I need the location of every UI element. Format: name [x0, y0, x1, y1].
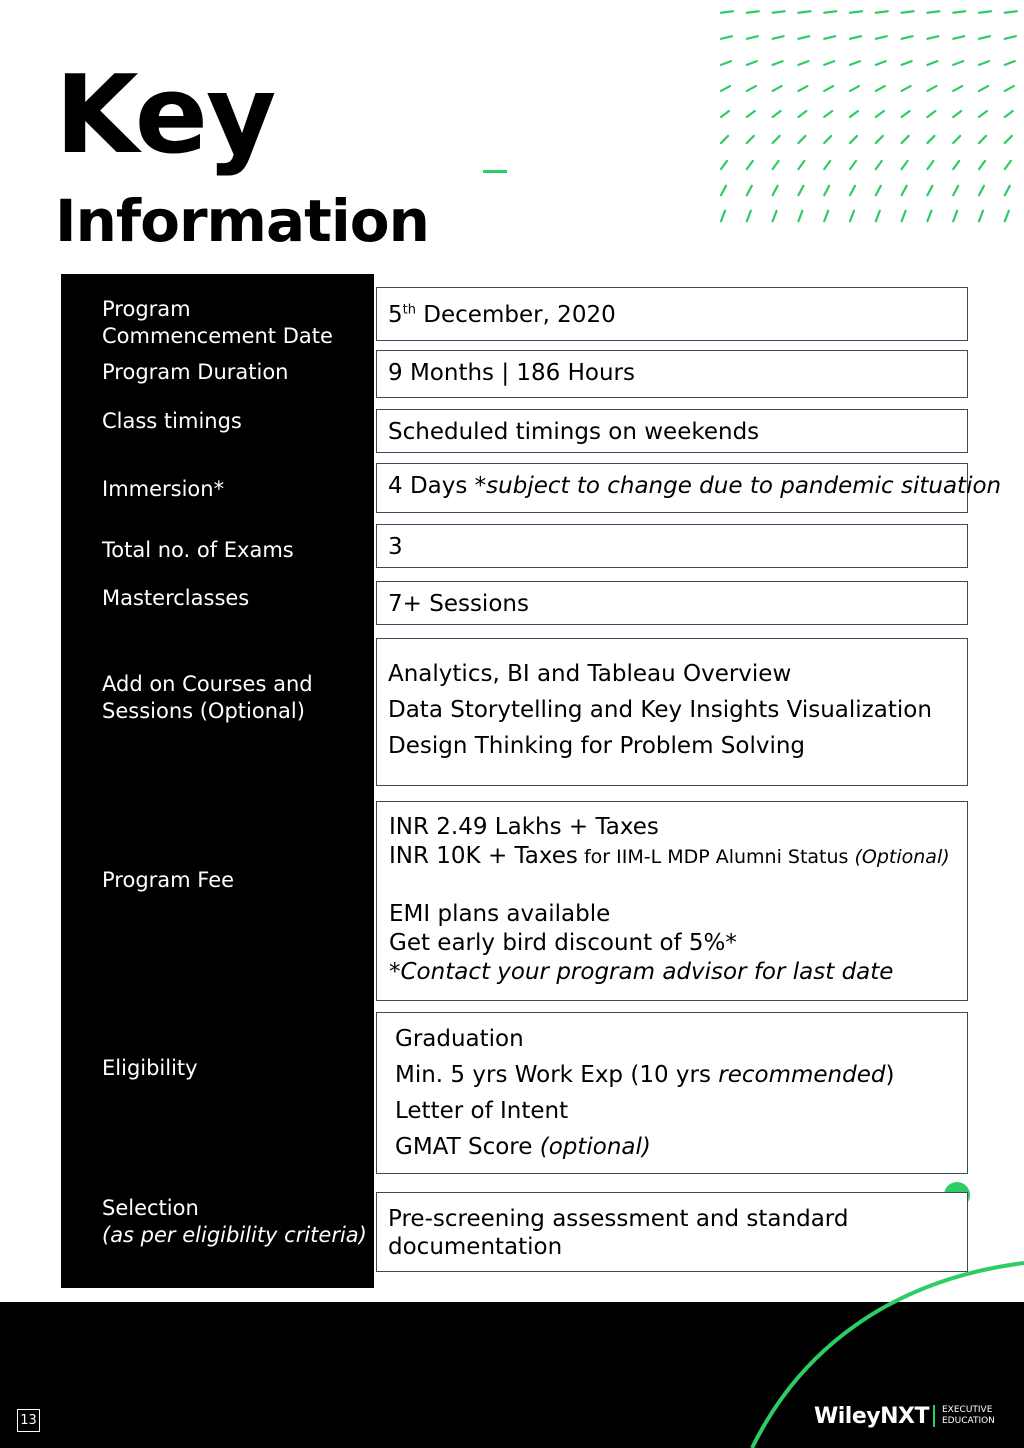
- dash-mark: [773, 36, 784, 39]
- dash-mark: [824, 111, 832, 117]
- brand-divider: [933, 1405, 935, 1427]
- dash-mark: [850, 211, 854, 222]
- dash-mark: [850, 36, 861, 39]
- value-box-class-timings: [376, 409, 968, 453]
- dash-mark: [721, 86, 730, 91]
- value-box-commencement: [376, 287, 968, 341]
- list-item: Data Storytelling and Key Insights Visualization: [388, 697, 932, 723]
- list-item: Min. 5 yrs Work Exp (10 yrs recommended): [395, 1062, 895, 1088]
- value-commencement: 5th December, 2020: [388, 302, 616, 328]
- dash-mark: [824, 186, 829, 195]
- dash-mark: [721, 36, 732, 39]
- dash-mark: [927, 211, 931, 222]
- dash-mark: [773, 211, 777, 222]
- dash-mark: [1005, 111, 1013, 117]
- fee-line-2: INR 10K + Taxes for IIM-L MDP Alumni Status (Optional): [389, 843, 950, 869]
- dash-mark: [773, 86, 782, 91]
- page-number: 13: [17, 1409, 40, 1432]
- dash-mark: [721, 161, 727, 169]
- dash-mark: [850, 11, 862, 13]
- dash-mark: [773, 11, 785, 13]
- dash-mark: [798, 111, 806, 117]
- dash-mark: [927, 186, 932, 195]
- brand-subtitle: EXECUTIVE EDUCATION: [942, 1405, 995, 1426]
- list-item: Design Thinking for Problem Solving: [388, 733, 806, 759]
- fee-line-note: *Contact your program advisor for last date: [389, 959, 894, 985]
- page-title-key: Key: [55, 53, 275, 178]
- dash-mark: [773, 61, 783, 65]
- dash-mark: [850, 186, 855, 195]
- dash-mark: [953, 161, 959, 169]
- dash-mark: [979, 11, 991, 13]
- label-immersion: Immersion*: [102, 477, 225, 501]
- dash-mark: [850, 86, 859, 91]
- dash-mark: [850, 136, 857, 143]
- dash-mark: [773, 161, 779, 169]
- dash-mark: [747, 111, 755, 117]
- dash-mark: [850, 111, 858, 117]
- value-box-exams: [376, 524, 968, 568]
- dash-mark: [876, 86, 885, 91]
- dash-mark: [798, 136, 805, 143]
- dash-mark: [798, 161, 804, 169]
- dash-mark: [747, 136, 754, 143]
- value-class-timings: Scheduled timings on weekends: [388, 419, 760, 445]
- dash-mark: [824, 211, 828, 222]
- dash-mark: [979, 111, 987, 117]
- dash-mark: [979, 161, 985, 169]
- dash-mark: [1005, 11, 1017, 13]
- dash-mark: [953, 211, 957, 222]
- value-exams: 3: [388, 534, 403, 560]
- dash-mark: [953, 136, 960, 143]
- dash-mark: [824, 161, 830, 169]
- dash-mark: [953, 186, 958, 195]
- dash-mark: [927, 111, 935, 117]
- value-box-masterclasses: [376, 581, 968, 625]
- dash-mark: [876, 111, 884, 117]
- dash-mark: [927, 161, 933, 169]
- dash-mark: [824, 11, 836, 13]
- dash-mark: [747, 211, 751, 222]
- dash-mark: [876, 36, 887, 39]
- selection-line-2: documentation: [388, 1234, 563, 1260]
- label-class-timings: Class timings: [102, 409, 242, 433]
- dash-mark: [979, 61, 989, 65]
- dash-mark: [902, 36, 913, 39]
- dash-mark: [1005, 136, 1012, 143]
- label-selection: Selection (as per eligibility criteria): [102, 1196, 367, 1247]
- dash-mark: [721, 186, 726, 195]
- fee-line-emi: EMI plans available: [389, 901, 611, 927]
- decorative-dash-pattern: [715, 0, 1024, 240]
- dash-mark: [902, 211, 906, 222]
- dash-mark: [798, 211, 802, 222]
- label-exams: Total no. of Exams: [102, 538, 294, 562]
- label-eligibility: Eligibility: [102, 1056, 198, 1080]
- dash-mark: [773, 186, 778, 195]
- dash-mark: [1005, 211, 1009, 222]
- dash-mark: [824, 61, 834, 65]
- dash-mark: [747, 36, 758, 39]
- dash-mark: [876, 211, 880, 222]
- dash-mark: [979, 211, 983, 222]
- dash-mark: [902, 61, 912, 65]
- value-masterclasses: 7+ Sessions: [388, 591, 529, 617]
- selection-line-1: Pre-screening assessment and standard: [388, 1206, 849, 1232]
- dash-mark: [979, 86, 988, 91]
- dash-mark: [721, 61, 731, 65]
- page-title-information: Information: [55, 187, 429, 255]
- value-immersion: 4 Days *subject to change due to pandemic situation: [388, 473, 1002, 499]
- label-duration: Program Duration: [102, 360, 289, 384]
- dash-mark: [747, 86, 756, 91]
- dash-mark: [850, 61, 860, 65]
- dash-mark: [721, 111, 729, 117]
- dash-mark: [798, 61, 808, 65]
- fee-line-discount: Get early bird discount of 5%*: [389, 930, 737, 956]
- value-box-eligibility: [376, 1012, 968, 1174]
- dash-mark: [979, 136, 986, 143]
- dash-mark: [927, 86, 936, 91]
- fee-line-1: INR 2.49 Lakhs + Taxes: [389, 814, 659, 840]
- dash-mark: [798, 186, 803, 195]
- list-item: Analytics, BI and Tableau Overview: [388, 661, 792, 687]
- dash-mark: [927, 136, 934, 143]
- dash-mark: [953, 36, 964, 39]
- dash-mark: [979, 36, 990, 39]
- list-item: Letter of Intent: [395, 1098, 569, 1124]
- dash-mark: [721, 136, 728, 143]
- value-box-selection: [376, 1192, 968, 1272]
- dash-mark: [902, 86, 911, 91]
- dash-mark: [876, 186, 881, 195]
- dash-mark: [747, 61, 757, 65]
- dash-mark: [902, 186, 907, 195]
- dash-mark: [721, 211, 725, 222]
- dash-mark: [1005, 186, 1010, 195]
- dash-mark: [798, 86, 807, 91]
- dash-mark: [902, 136, 909, 143]
- dash-mark: [747, 11, 759, 13]
- dash-mark: [824, 136, 831, 143]
- value-box-program-fee: [376, 801, 968, 1001]
- dash-mark: [927, 11, 939, 13]
- value-box-add-on-courses: [376, 638, 968, 786]
- label-program-fee: Program Fee: [102, 868, 235, 892]
- accent-dash: [483, 170, 507, 173]
- dash-mark: [1005, 86, 1014, 91]
- dash-mark: [876, 11, 888, 13]
- dash-mark: [902, 11, 914, 13]
- dash-mark: [876, 61, 886, 65]
- dash-mark: [876, 136, 883, 143]
- dash-mark: [747, 161, 753, 169]
- dash-mark: [824, 86, 833, 91]
- dash-mark: [798, 36, 809, 39]
- dash-mark: [953, 11, 965, 13]
- dash-mark: [979, 186, 984, 195]
- dash-mark: [902, 111, 910, 117]
- dash-mark: [953, 86, 962, 91]
- dash-mark: [953, 61, 963, 65]
- brand-logo-wordmark: WileyNXT: [814, 1404, 929, 1429]
- list-item: GMAT Score (optional): [395, 1134, 651, 1160]
- dash-mark: [721, 11, 733, 13]
- dash-mark: [798, 11, 810, 13]
- dash-mark: [1005, 161, 1011, 169]
- dash-mark: [876, 161, 882, 169]
- dash-mark: [927, 61, 937, 65]
- label-commencement: Program Commencement Date: [102, 297, 333, 348]
- label-masterclasses: Masterclasses: [102, 586, 250, 610]
- value-box-immersion: [376, 463, 1002, 513]
- dash-mark: [850, 161, 856, 169]
- dash-mark: [824, 36, 835, 39]
- dash-mark: [1005, 61, 1015, 65]
- dash-mark: [773, 111, 781, 117]
- dash-mark: [773, 136, 780, 143]
- dash-mark: [902, 161, 908, 169]
- list-item: Graduation: [395, 1026, 524, 1052]
- dash-mark: [1005, 36, 1016, 39]
- value-box-duration: [376, 350, 968, 398]
- dash-mark: [747, 186, 752, 195]
- dash-mark: [953, 111, 961, 117]
- label-add-on-courses: Add on Courses and Sessions (Optional): [102, 672, 313, 723]
- dash-mark: [927, 36, 938, 39]
- value-duration: 9 Months | 186 Hours: [388, 360, 635, 386]
